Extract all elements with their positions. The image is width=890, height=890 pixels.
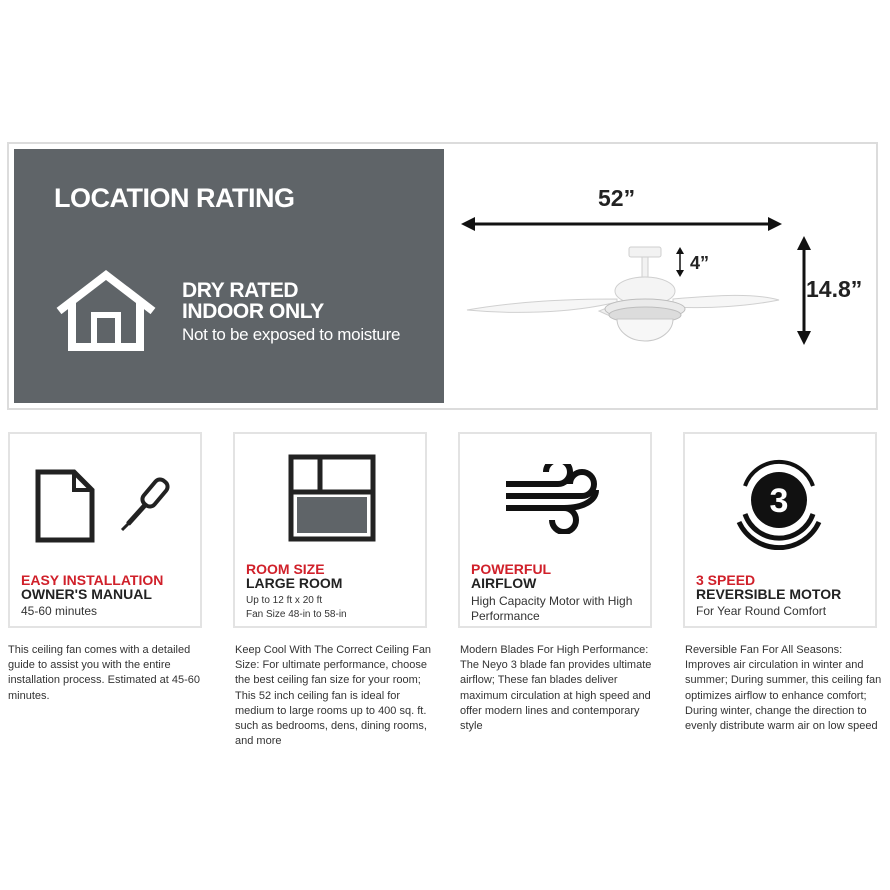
feature-red-heading: POWERFUL [471, 561, 552, 577]
feature-description-airflow: Modern Blades For High Performance: The Neyo 3 blade fan provides ultimate airflow; These fan blades deliver maximum circulation at high speed and offer modern lines and contemporary style [460, 644, 652, 733]
feature-card-motor [683, 432, 877, 628]
screwdriver-icon [118, 474, 178, 534]
feature-black-heading: OWNER'S MANUAL [21, 586, 152, 602]
feature-red-heading: EASY INSTALLATION [21, 572, 164, 588]
location-rating-panel [14, 149, 444, 403]
location-rating-banner [7, 142, 878, 410]
feature-subtext: High Capacity Motor with High [471, 594, 633, 608]
feature-black-heading: REVERSIBLE MOTOR [696, 586, 842, 602]
feature-black-heading: LARGE ROOM [246, 575, 343, 591]
feature-description-motor: Reversible Fan For All Seasons: Improves air circulation in winter and summer; During summer, this ceiling fan optimizes airflow to enhance comfort; During winter, change the direction to evenly distribute warm air on low speed [685, 644, 882, 733]
feature-description-installation: This ceiling fan comes with a detailed guide to assist you with the entire installation process. Estimated at 45-60 minutes. [8, 644, 200, 702]
feature-red-heading: 3 SPEED [696, 572, 756, 588]
window-icon [288, 454, 376, 542]
drop-dimension: 4” [690, 253, 710, 273]
speed-3-icon [731, 458, 827, 550]
feature-subtext-2: Fan Size 48-in to 58-in [246, 609, 347, 620]
feature-description-room-size: Keep Cool With The Correct Ceiling Fan Size: For ultimate performance, choose the best ceiling fan size for your room; This 52 inch ceiling fan is ideal for medium to large rooms up to 400 sq. ft. such as bedrooms, dens, dining rooms, and more [235, 644, 432, 748]
speed-badge-number: 3 [769, 482, 789, 520]
feature-subtext: 45-60 minutes [21, 604, 98, 618]
width-dimension: 52” [598, 185, 636, 211]
feature-subtext-2: Performance [471, 609, 540, 623]
height-dimension: 14.8” [806, 276, 863, 302]
location-rating-title: LOCATION RATING [54, 183, 295, 213]
feature-card-room-size [233, 432, 427, 628]
rating-line-1: DRY RATED [182, 279, 299, 302]
rating-note: Not to be exposed to moisture [182, 325, 401, 344]
feature-subtext: Up to 12 ft x 20 ft [246, 595, 323, 606]
feature-card-installation [8, 432, 202, 628]
rating-line-2: INDOOR ONLY [182, 300, 324, 323]
document-icon [34, 468, 96, 544]
house-icon [54, 267, 158, 353]
feature-red-heading: ROOM SIZE [246, 561, 325, 577]
feature-subtext: For Year Round Comfort [696, 604, 827, 618]
rating-title [182, 280, 324, 322]
wind-icon [504, 464, 604, 534]
feature-black-heading: AIRFLOW [471, 575, 537, 591]
feature-card-airflow [458, 432, 652, 628]
